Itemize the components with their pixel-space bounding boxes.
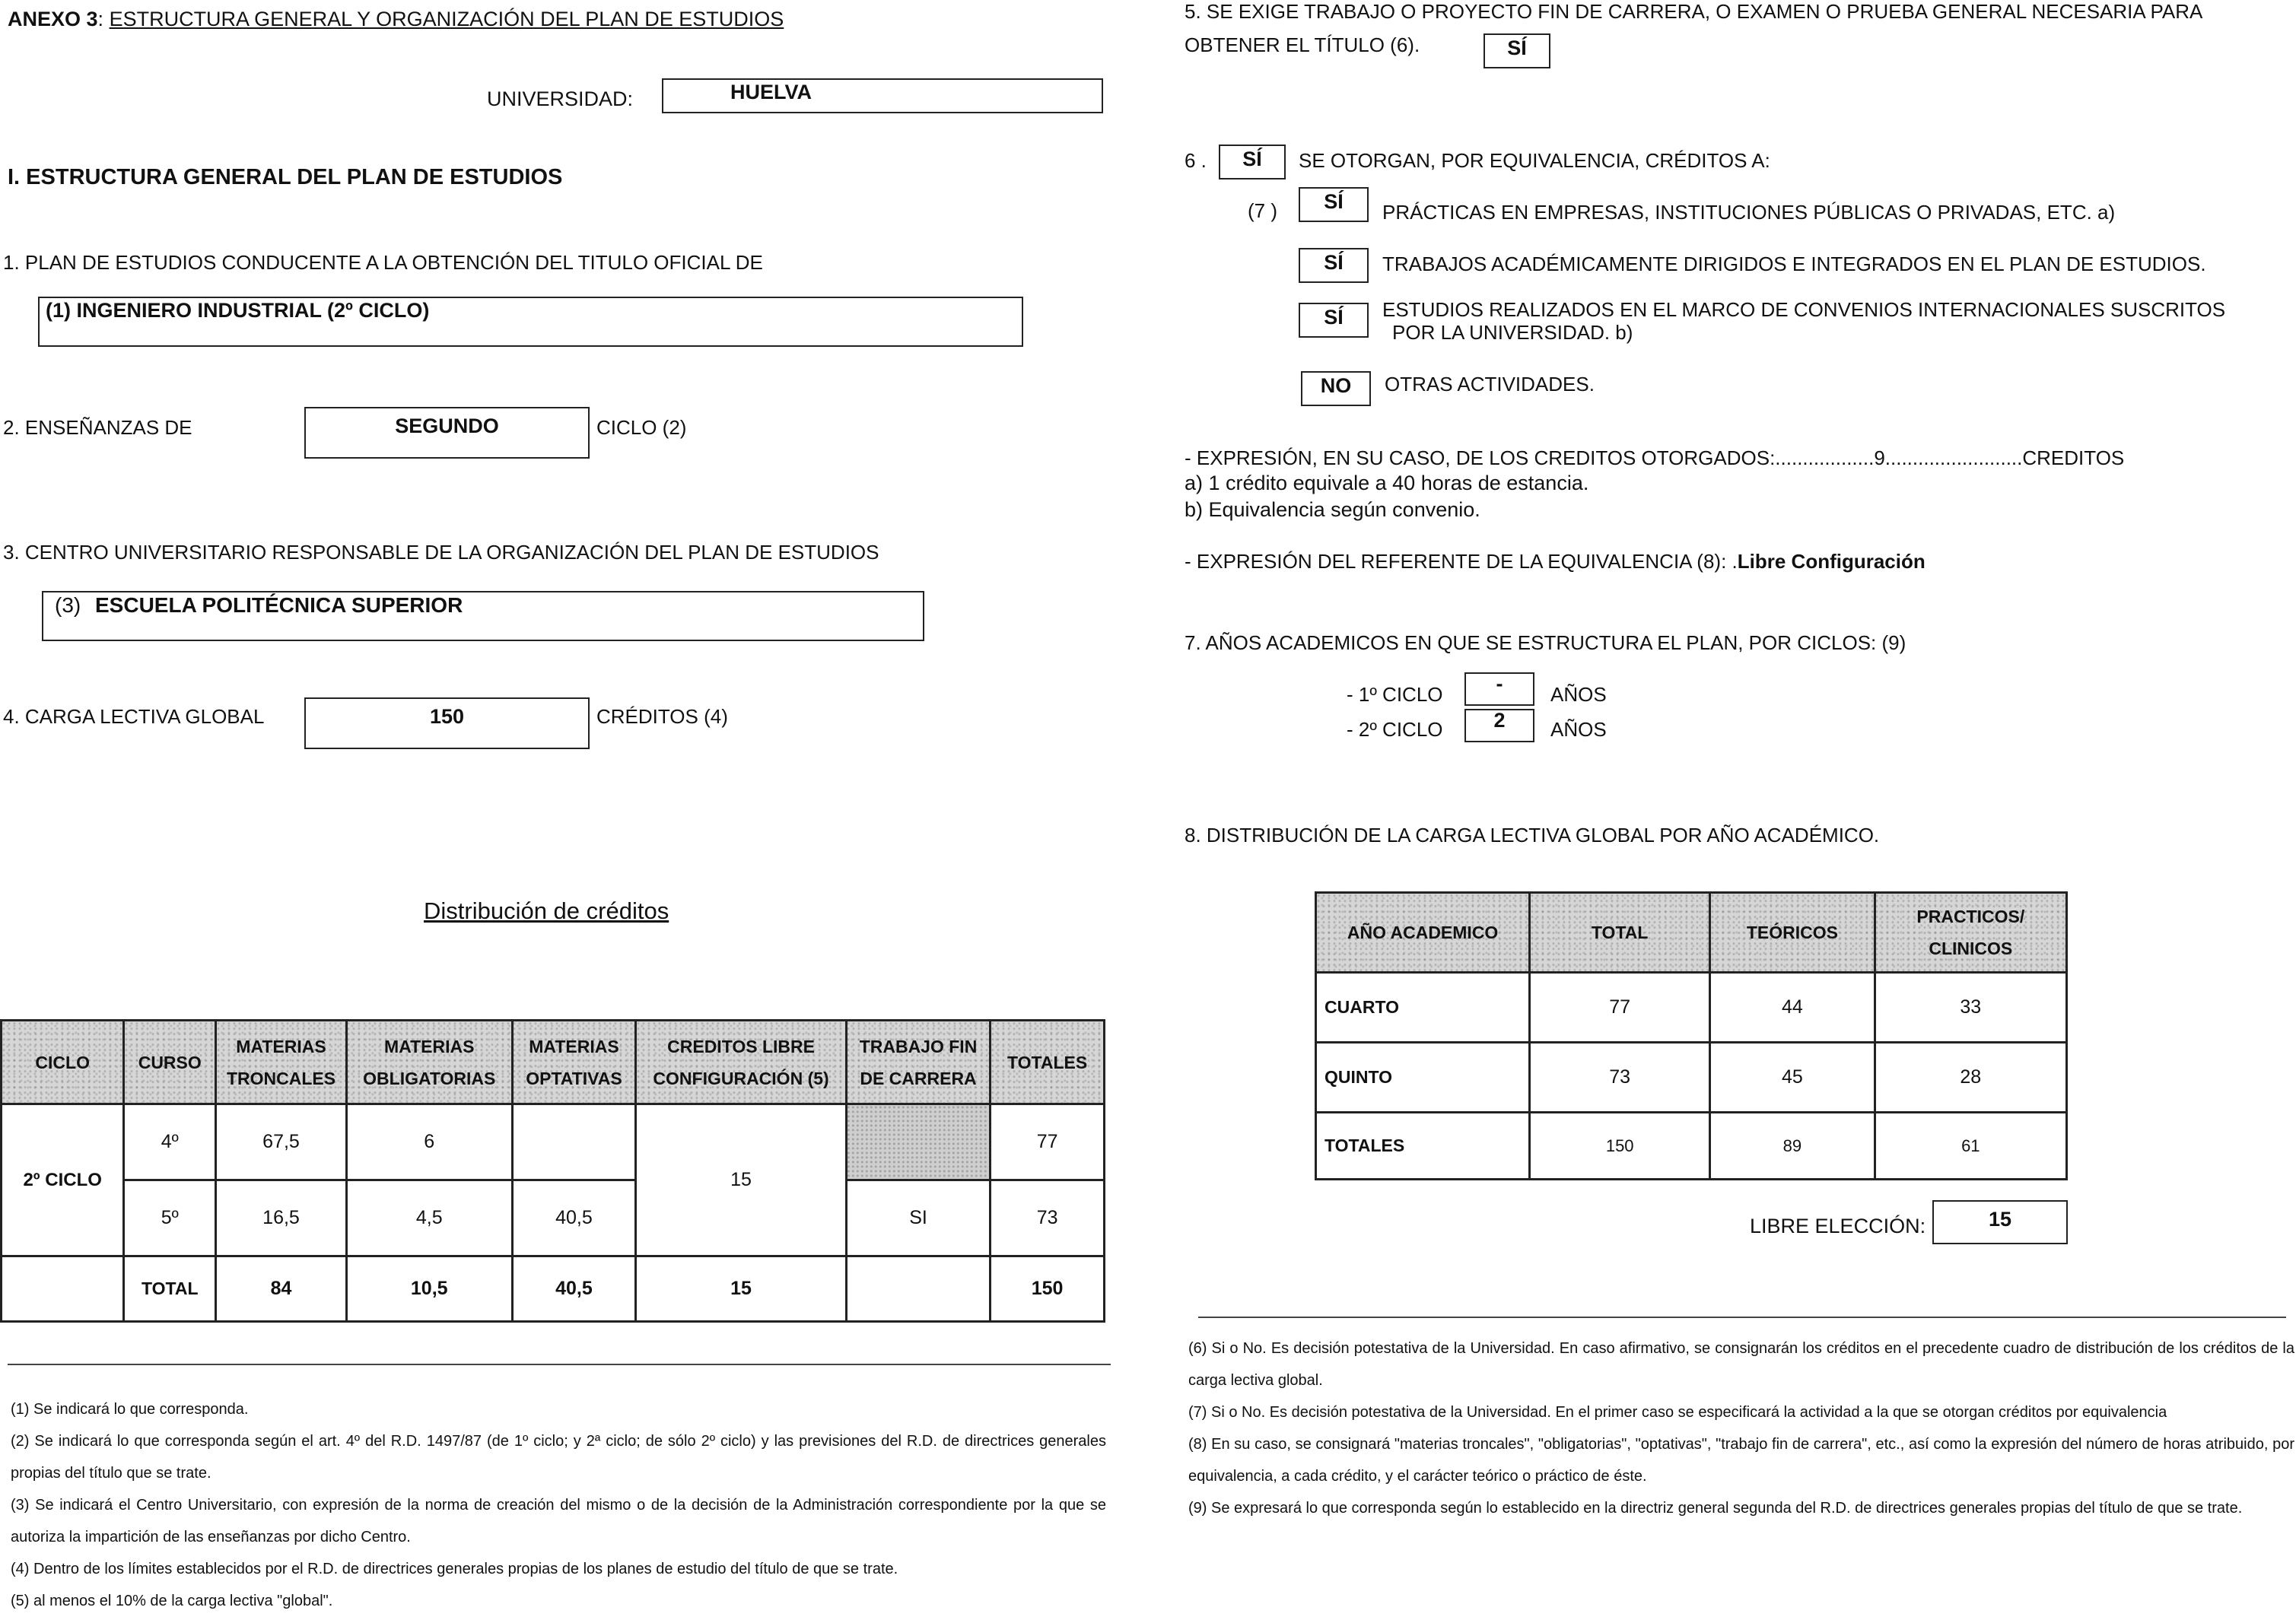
cell-teoricos: 89 xyxy=(1710,1113,1875,1180)
header-obligatorias: MATERIAS OBLIGATORIAS xyxy=(346,1021,512,1104)
cell-totales: 73 xyxy=(991,1180,1105,1256)
expr-referente xyxy=(1185,550,1926,573)
footnote-7: (7) Si o No. Es decisión potestativa de la Universidad. En el primer caso se especificará la actividad a la que se otorgan créditos por equivalencia xyxy=(1188,1404,2167,1421)
item4-label: 4. CARGA LECTIVA GLOBAL xyxy=(3,705,265,728)
option-convenios-text2: POR LA UNIVERSIDAD. b) xyxy=(1392,321,1633,344)
cell-total-libre: 15 xyxy=(636,1256,846,1322)
item5-line2: OBTENER EL TÍTULO (6). xyxy=(1185,33,1420,56)
cell-anio: TOTALES xyxy=(1316,1113,1530,1180)
footnote-9: (9) Se expresará lo que corresponda según lo establecido en la directriz general segunda del R.D. de directrices generales propias del título de que se trate. xyxy=(1188,1500,2243,1517)
option-trabajos-value: SÍ xyxy=(1324,251,1344,274)
option-practicas-text: PRÁCTICAS EN EMPRESAS, INSTITUCIONES PÚBLICAS O PRIVADAS, ETC. a) xyxy=(1382,201,2116,224)
cell-optativas: 40,5 xyxy=(512,1180,636,1256)
cell-total-totales: 150 xyxy=(991,1256,1105,1322)
table-row xyxy=(1316,1043,2067,1113)
table-row xyxy=(2,1104,1105,1180)
item2-suffix: CICLO (2) xyxy=(596,416,687,439)
item6-value: SÍ xyxy=(1242,148,1262,170)
item5-line1: 5. SE EXIGE TRABAJO O PROYECTO FIN DE CARRERA, O EXAMEN O PRUEBA GENERAL NECESARIA PARA xyxy=(1185,0,2203,23)
header-curso: CURSO xyxy=(124,1021,216,1104)
item4-value: 150 xyxy=(429,705,465,728)
header-practicos: PRACTICOS/ CLINICOS xyxy=(1875,893,2066,973)
table-row xyxy=(1316,973,2067,1043)
cell-practicos: 61 xyxy=(1875,1113,2066,1180)
table-total-row xyxy=(2,1256,1105,1322)
header-trabajo: TRABAJO FIN DE CARRERA xyxy=(846,1021,990,1104)
table-header-row xyxy=(1316,893,2067,973)
option-trabajos-text: TRABAJOS ACADÉMICAMENTE DIRIGIDOS E INTEGRADOS EN EL PLAN DE ESTUDIOS. xyxy=(1382,253,2206,275)
header-total: TOTAL xyxy=(1530,893,1710,973)
footnote-4: (4) Dentro de los límites establecidos por el R.D. de directrices generales propias de los planes de estudio del título de que se trate. xyxy=(11,1561,898,1577)
cell-libre: 15 xyxy=(636,1104,846,1256)
header-teoricos: TEÓRICOS xyxy=(1710,893,1875,973)
cell-curso: 5º xyxy=(124,1180,216,1256)
cell-curso: 4º xyxy=(124,1104,216,1180)
expr-creditos: - EXPRESIÓN, EN SU CASO, DE LOS CREDITOS OTORGADOS:..................9.........................CREDITOS xyxy=(1185,446,2125,469)
header-troncales: MATERIAS TRONCALES xyxy=(216,1021,347,1104)
note-a: a) 1 crédito equivale a 40 horas de estancia. xyxy=(1185,472,1589,494)
cell-total: 73 xyxy=(1530,1043,1710,1113)
universidad-label: UNIVERSIDAD: xyxy=(487,87,634,110)
ciclo2-value: 2 xyxy=(1493,709,1506,732)
option-otras-value: NO xyxy=(1320,374,1352,397)
item1-value: (1) INGENIERO INDUSTRIAL (2º CICLO) xyxy=(46,299,430,322)
cell-anio: QUINTO xyxy=(1316,1043,1530,1113)
footnote-divider-right xyxy=(1198,1317,2286,1318)
item2-label: 2. ENSEÑANZAS DE xyxy=(3,416,192,439)
option-convenios-value: SÍ xyxy=(1324,306,1344,329)
item4-suffix: CRÉDITOS (4) xyxy=(596,705,728,728)
cell-total-obligatorias: 10,5 xyxy=(346,1256,512,1322)
expr-referente-value: Libre Configuración xyxy=(1737,550,1926,573)
cell-anio: CUARTO xyxy=(1316,973,1530,1043)
option-practicas-value: SÍ xyxy=(1324,190,1344,213)
ciclo2-anios: AÑOS xyxy=(1550,718,1607,741)
section-title: I. ESTRUCTURA GENERAL DEL PLAN DE ESTUDIOS xyxy=(8,165,563,189)
cell-empty xyxy=(2,1256,124,1322)
item6-text: SE OTORGAN, POR EQUIVALENCIA, CRÉDITOS A: xyxy=(1299,149,1770,172)
item3-value: ESCUELA POLITÉCNICA SUPERIOR xyxy=(95,593,463,617)
cell-obligatorias: 4,5 xyxy=(346,1180,512,1256)
cell-total: 150 xyxy=(1530,1113,1710,1180)
cell-total-troncales: 84 xyxy=(216,1256,347,1322)
footnote-8: (8) En su caso, se consignará "materias troncales", "obligatorias", "optativas", "trabajo fin de carrera", etc., así como la expresión del número de horas atribuido, por equivalencia, a cada crédito, y el carácter teórico o práctico de éste. xyxy=(1188,1436,2294,1485)
year-distribution-table xyxy=(1315,891,2068,1180)
cell-practicos: 28 xyxy=(1875,1043,2066,1113)
footnote-5: (5) al menos el 10% de la carga lectiva "global". xyxy=(11,1593,333,1609)
universidad-value: HUELVA xyxy=(730,81,812,103)
item7-prefix: (7 ) xyxy=(1248,199,1277,222)
cell-trabajo: SI xyxy=(846,1180,990,1256)
ciclo2-label: - 2º CICLO xyxy=(1347,718,1443,741)
cell-troncales: 67,5 xyxy=(216,1104,347,1180)
table-total-row xyxy=(1316,1113,2067,1180)
footnote-1: (1) Se indicará lo que corresponda. xyxy=(11,1401,249,1418)
cell-optativas xyxy=(512,1104,636,1180)
cell-teoricos: 44 xyxy=(1710,973,1875,1043)
cell-total-trabajo xyxy=(846,1256,990,1322)
item6-prefix: 6 . xyxy=(1185,149,1207,172)
cell-teoricos: 45 xyxy=(1710,1043,1875,1113)
option-convenios-text: ESTUDIOS REALIZADOS EN EL MARCO DE CONVENIOS INTERNACIONALES SUSCRITOS xyxy=(1382,298,2226,321)
footnotes-right xyxy=(1188,1333,2294,1524)
item2-value: SEGUNDO xyxy=(395,415,499,437)
footnotes-left xyxy=(11,1393,1106,1617)
item7-title: 7. AÑOS ACADEMICOS EN QUE SE ESTRUCTURA EL PLAN, POR CICLOS: (9) xyxy=(1185,631,1906,654)
item8-title: 8. DISTRIBUCIÓN DE LA CARGA LECTIVA GLOBAL POR AÑO ACADÉMICO. xyxy=(1185,824,1880,847)
libre-eleccion-label: LIBRE ELECCIÓN: xyxy=(1750,1215,1926,1237)
cell-total: 77 xyxy=(1530,973,1710,1043)
annex-label: ANEXO 3 xyxy=(8,8,98,30)
cell-obligatorias: 6 xyxy=(346,1104,512,1180)
header-libre: CREDITOS LIBRE CONFIGURACIÓN (5) xyxy=(636,1021,846,1104)
option-otras-text: OTRAS ACTIVIDADES. xyxy=(1385,373,1595,395)
annex-title: ESTRUCTURA GENERAL Y ORGANIZACIÓN DEL PLAN DE ESTUDIOS xyxy=(109,8,784,30)
cell-totales: 77 xyxy=(991,1104,1105,1180)
credit-distribution-table xyxy=(0,1019,1105,1323)
cell-total-label: TOTAL xyxy=(124,1256,216,1322)
note-b: b) Equivalencia según convenio. xyxy=(1185,498,1480,521)
libre-eleccion-value: 15 xyxy=(1988,1208,2012,1231)
annex-heading: ANEXO 3: ESTRUCTURA GENERAL Y ORGANIZACIÓN DEL PLAN DE ESTUDIOS xyxy=(8,8,784,30)
table-header-row xyxy=(2,1021,1105,1104)
header-ciclo: CICLO xyxy=(2,1021,124,1104)
ciclo1-value: - xyxy=(1496,672,1503,695)
cell-trabajo xyxy=(846,1104,990,1180)
item1-label: 1. PLAN DE ESTUDIOS CONDUCENTE A LA OBTENCIÓN DEL TITULO OFICIAL DE xyxy=(3,251,763,274)
ciclo1-label: - 1º CICLO xyxy=(1347,683,1443,706)
cell-ciclo: 2º CICLO xyxy=(2,1104,124,1256)
item3-prefix: (3) xyxy=(55,593,81,617)
footnote-2: (2) Se indicará lo que corresponda según el art. 4º del R.D. 1497/87 (de 1º ciclo; y 2ª ciclo; de sólo 2º ciclo) y las previsiones del R.D. de directrices generales propias del título que se trate. xyxy=(11,1433,1106,1482)
cell-practicos: 33 xyxy=(1875,973,2066,1043)
ciclo1-anios: AÑOS xyxy=(1550,683,1607,706)
cell-total-optativas: 40,5 xyxy=(512,1256,636,1322)
distribution-title: Distribución de créditos xyxy=(424,897,669,924)
expr-referente-label: - EXPRESIÓN DEL REFERENTE DE LA EQUIVALENCIA (8): . xyxy=(1185,550,1738,573)
table-row xyxy=(2,1180,1105,1256)
header-anio: AÑO ACADEMICO xyxy=(1316,893,1530,973)
header-totales: TOTALES xyxy=(991,1021,1105,1104)
universidad-box xyxy=(662,78,1103,113)
footnote-divider-left xyxy=(8,1364,1111,1365)
header-optativas: MATERIAS OPTATIVAS xyxy=(512,1021,636,1104)
footnote-3: (3) Se indicará el Centro Universitario, con expresión de la norma de creación del mismo o de la decisión de la Administración correspondiente por la que se autoriza la impartición de las enseñanzas por dicho Centro. xyxy=(11,1497,1106,1545)
footnote-6: (6) Si o No. Es decisión potestativa de la Universidad. En caso afirmativo, se consignarán los créditos en el precedente cuadro de distribución de los créditos de la carga lectiva global. xyxy=(1188,1340,2294,1389)
cell-troncales: 16,5 xyxy=(216,1180,347,1256)
item5-value: SÍ xyxy=(1507,37,1527,59)
item3-label: 3. CENTRO UNIVERSITARIO RESPONSABLE DE LA ORGANIZACIÓN DEL PLAN DE ESTUDIOS xyxy=(3,541,879,564)
